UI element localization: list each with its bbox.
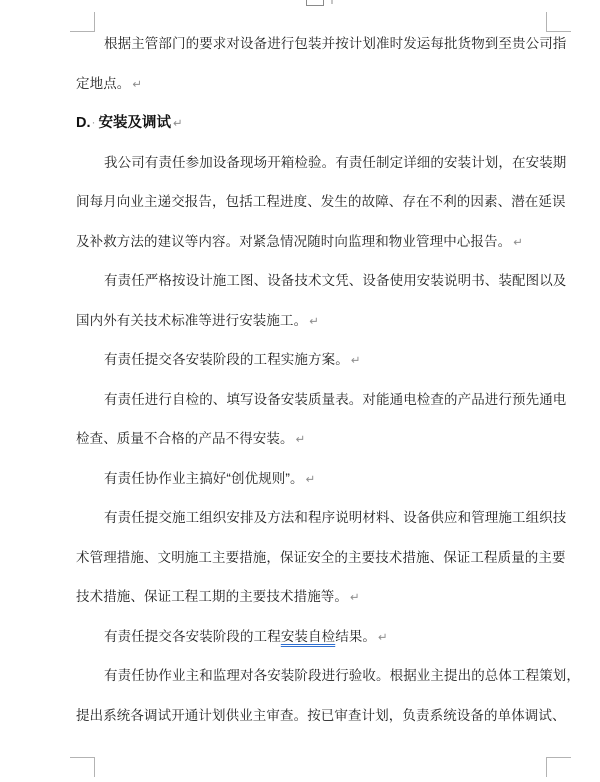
grammar-checked-text: 安装自检 [280,628,336,644]
paragraph [76,143,567,262]
heading-letter: D. [76,115,91,131]
paragraph-line: 我公司有责任参加设备现场开箱检验。有责任制定详细的安装计划，在安装期 [104,154,567,170]
paragraph [76,380,567,459]
paragraph-line: 提出系统各调试开通计划供业主审查。按已审查计划，负责系统设备的单体调试、 [76,707,566,723]
paragraph [76,340,562,380]
paragraph-mark: ↵ [350,355,361,367]
document-body-text [76,24,580,735]
paragraph-mark: ↵ [378,631,388,644]
paragraph-line: 间每月向业主递交报告，包括工程进度、发生的故障、存在不利的因素、潜在延误 [76,194,566,209]
paragraph-line: 有责任协作业主搞好“创优规则”。 ↵ [104,470,316,486]
paragraph-line: 有责任进行自检的、填写设备安装质量表。对能通电检查的产品进行预先通电 [104,391,567,407]
paragraph-line [76,617,562,657]
paragraph-line: 有责任提交各安装阶段的工程实施方案。 ↵ [104,352,361,367]
paragraph-mark: ↵ [305,473,316,486]
space-formatting-mark: · [91,115,96,129]
paragraph [76,617,562,657]
paragraph [76,261,567,340]
margin-crop-mark-bottom-right [546,757,571,777]
paragraph-line: 定地点。 ↵ [76,75,143,91]
paragraph-line: 检查、质量不合格的产品不得安装。 ↵ [76,431,306,446]
paragraph [76,498,567,617]
margin-crop-mark-bottom-left [70,757,95,777]
paragraph-mark: ↵ [309,315,319,328]
paragraph-line: 有责任协作业主和监理对各安装阶段进行验收。根据业主提出的总体工程策划， [104,668,580,683]
paragraph-mark: ↵ [173,118,183,130]
section-heading [76,103,562,143]
paragraph-line: 国内外有关技术标准等进行安装施工。 ↵ [76,312,319,328]
paragraph-mark: ↵ [350,592,360,604]
paragraph-line: 根据主管部门的要求对设备进行包装并按计划准时发运每批货物到至贵公司指 [104,36,567,51]
paragraph-mark: ↵ [132,78,143,91]
paragraph-line: 有责任提交施工组织安排及方法和程序说明材料、设备供应和管理施工组织技 [104,510,567,525]
paragraph-line: 术管理措施、文明施工主要措施，保证安全的主要技术措施、保证工程质量的主要 [76,549,566,565]
paragraph-mark: ↵ [513,236,523,249]
previous-page-clipped-glyph [306,0,324,6]
paragraph [76,24,567,103]
previous-page-clipped-glyph-tick [331,0,333,4]
line-text: 有责任提交各安装阶段的工程 [104,628,281,644]
paragraph-line: 及补救方法的建议等内容。对紧急情况随时向监理和物业管理中心报告。 ↵ [76,233,523,249]
line-text: 结果。 [335,628,377,644]
paragraph [76,656,580,735]
heading-title: 安装及调试 [98,115,171,131]
paragraph-mark: ↵ [295,434,306,446]
paragraph-line: 技术措施、保证工程工期的主要技术措施等。 ↵ [76,589,360,604]
paragraph-line: 有责任严格按设计施工图、设备技术文凭、设备使用安装说明书、装配图以及 [104,273,567,288]
paragraph [76,459,562,499]
